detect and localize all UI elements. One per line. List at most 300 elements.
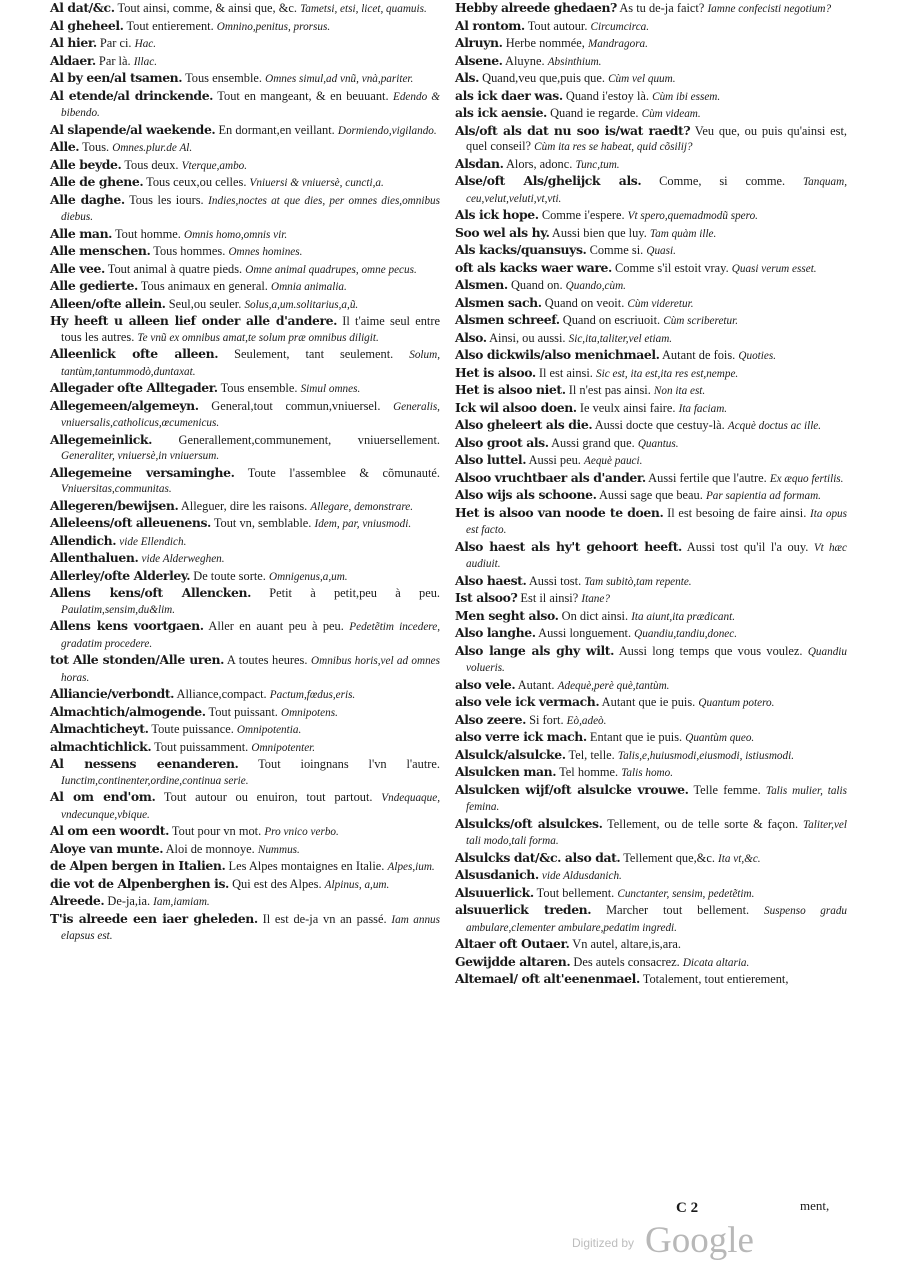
latin-gloss: Edendo & bibendo. [61,90,440,119]
dictionary-entry [455,816,847,850]
french-gloss: Autant. [517,677,555,692]
french-gloss: Il est de-ja vn an passé. [262,911,387,926]
latin-gloss: Ita opus est facto. [466,507,847,536]
french-gloss: Tous. [82,140,110,154]
latin-gloss: Quandiu volueris. [466,645,847,674]
french-gloss: Il est ainsi. [538,365,593,380]
latin-gloss: Acquè doctus ac ille. [727,420,822,432]
headword: Alleen/ofte allein. [50,295,166,311]
dictionary-entry [455,729,847,747]
headword: Alle gedierte. [50,278,138,293]
latin-gloss: Vniuersi & vniuersè, cuncti,a. [249,177,384,189]
headword: almachtichlick. [50,738,152,754]
french-gloss: A toutes heures. [226,653,308,667]
dictionary-entry [50,498,440,516]
headword: Alsulck/alsulcke. [455,746,566,762]
headword: Alsmen sach. [455,294,542,310]
latin-gloss: Absinthium. [547,55,602,68]
dictionary-entry [455,608,847,626]
dictionary-entry [50,226,440,244]
latin-gloss: Sic,ita,taliter,vel etiam. [568,332,673,345]
latin-gloss: vide Ellendich. [119,535,187,548]
headword: Also zeere. [455,711,527,727]
french-gloss: Toute puissance. [151,722,234,736]
headword: Also. [455,329,487,345]
dictionary-entry [50,721,440,739]
french-gloss: Tel homme. [559,765,619,779]
french-gloss: Tout entierement. [126,18,214,33]
french-gloss: Si fort. [529,712,564,727]
latin-gloss: Cùm ibi essem. [652,90,721,103]
headword: Al hier. [50,35,97,50]
latin-gloss: Pedetẽtim incedere, gradatim procedere. [61,621,440,650]
french-gloss: Entant que ie puis. [589,730,683,744]
french-gloss: Vn autel, altare,is,ara. [572,937,681,951]
french-gloss: Comme si. [589,243,644,257]
dictionary-entry [455,452,847,470]
headword: Allegemeen/algemeyn. [50,397,199,413]
left-column [50,0,440,945]
dictionary-entry [455,885,847,903]
french-gloss: Tout pour vn mot. [171,824,262,838]
french-gloss: Tout homme. [114,226,181,241]
dictionary-entry [455,70,847,88]
french-gloss: Seulement, tant seulement. [234,347,394,361]
headword: Almachtich/almogende. [50,703,206,719]
latin-gloss: Indies,noctes at que dies, per omnes dies,omnibus diebus. [61,194,441,223]
dictionary-entry [455,0,847,18]
dictionary-entry [50,568,440,586]
headword: als ick aensie. [455,105,547,120]
dictionary-entry [455,435,847,453]
dictionary-entry [455,225,847,243]
latin-gloss: Sic est, ita est,ita res est,nempe. [596,367,739,380]
latin-gloss: vide Alderweghen. [141,553,225,565]
dictionary-entry [455,971,847,989]
latin-gloss: Quando,cùm. [565,280,626,292]
headword: Alliancie/verbondt. [50,686,175,701]
dictionary-entry [455,867,847,885]
dictionary-entry [455,694,847,712]
french-gloss: En dormant,en veillant. [218,122,335,137]
headword: Alruyn. [455,35,503,50]
headword: Allegemeinlick. [50,431,153,447]
dictionary-entry [50,515,440,533]
catchword: ment, [800,1198,830,1213]
digitized-by-label: Digitized by [572,1236,635,1250]
french-gloss: Marcher tout bellement. [606,903,750,917]
french-gloss: Tout autour. [527,18,588,33]
latin-gloss: Talis,e,huiusmodi,eiusmodi, istiusmodi. [617,749,794,762]
latin-gloss: Paulatim,sensim,du&lim. [61,603,176,616]
latin-gloss: Simul omnes. [300,383,361,395]
dictionary-entry [455,277,847,295]
french-gloss: Autant que ie puis. [601,695,696,709]
french-gloss: Tout puissant. [208,704,278,719]
latin-gloss: Idem, par, vniusmodi. [314,518,412,530]
google-watermark: Google [645,1220,754,1261]
latin-gloss: Alpinus, a,um. [324,878,390,891]
latin-gloss: Omnis homo,omnis vir. [183,228,288,241]
latin-gloss: Par sapientia ad formam. [705,490,821,502]
french-gloss: Seul,ou seuler. [168,296,242,311]
headword: Hebby alreede ghedaen? [455,0,617,15]
dictionary-entry [50,823,440,841]
french-gloss: Tous animaux en general. [140,279,268,293]
dictionary-entry [455,53,847,71]
dictionary-entry [50,465,440,498]
french-gloss: Tellement que,&c. [623,850,715,865]
headword: Allegemeine versaminghe. [50,464,235,480]
headword: Altaer oft Outaer. [455,936,570,951]
dictionary-entry [455,747,847,765]
french-gloss: Les Alpes montaignes en Italie. [228,859,385,873]
headword: Het is alsoo niet. [455,382,566,397]
headword: Al om een woordt. [50,823,170,838]
french-gloss: Quand on veoit. [544,295,625,310]
headword: Also gheleert als die. [455,417,593,432]
headword: Allegeren/bewijsen. [50,497,179,513]
latin-gloss: Non ita est. [653,385,706,397]
latin-gloss: Eò,adeò. [566,714,607,727]
headword: Al etende/al drinckende. [50,87,214,103]
dictionary-entry [50,841,440,859]
latin-gloss: Tametsi, etsi, licet, quamuis. [300,3,427,15]
headword: Al slapende/al waekende. [50,121,216,137]
dictionary-entry [50,174,440,192]
latin-gloss: Ex æquo fertilis. [769,472,844,485]
headword: Alle man. [50,225,113,241]
dictionary-entry [455,712,847,730]
headword: Als/oft als dat nu soo is/wat raedt? [455,122,691,138]
french-gloss: Tout animal à quatre pieds. [107,261,243,276]
headword: Al rontom. [455,17,525,33]
headword: Allendich. [50,532,117,548]
dictionary-entry [455,260,847,278]
latin-gloss: Vt spero,quemadmodũ spero. [627,210,758,222]
latin-gloss: Cùm videretur. [627,297,694,310]
dictionary-entry [455,365,847,383]
dictionary-entry [50,243,440,261]
dictionary-entry [50,53,440,71]
dictionary-entry [455,242,847,260]
dictionary-entry [50,432,440,465]
french-gloss: Alleguer, dire les raisons. [180,498,308,513]
headword: Alsulcks dat/&c. also dat. [455,849,621,865]
dictionary-entry [455,312,847,330]
french-gloss: Ie veulx ainsi faire. [579,400,676,415]
french-gloss: Il est besoing de faire ainsi. [667,505,807,520]
dictionary-entry [50,346,440,380]
dictionary-entry [50,618,440,652]
headword: Also dickwils/also menichmael. [455,347,660,362]
latin-gloss: Tam quàm ille. [649,227,717,240]
french-gloss: Tous ceux,ou celles. [146,175,247,189]
french-gloss: Tel, telle. [568,747,615,762]
french-gloss: Alors, adonc. [505,156,573,171]
latin-gloss: Omnigenus,a,um. [268,570,348,583]
french-gloss: Petit à petit,peu à peu. [269,586,440,600]
headword: Alsulcken man. [455,764,557,779]
latin-gloss: Quandiu,tandiu,donec. [634,628,738,640]
french-gloss: On dict ainsi. [561,608,629,623]
french-gloss: Tout en mangeant, & en beuuant. [217,88,389,103]
dictionary-entry [455,625,847,643]
latin-gloss: Omnes simul,ad vnũ, vnà,pariter. [265,73,414,85]
latin-gloss: Cùm vel quum. [608,73,676,85]
dictionary-entry [455,936,847,954]
french-gloss: Quand ie regarde. [550,106,639,120]
headword: Aloye van munte. [50,840,164,856]
latin-gloss: Taliter,vel tali modo,tali forma. [466,818,847,847]
dictionary-entry [455,850,847,868]
headword: also vele. [455,676,516,692]
latin-gloss: Suspenso gradu ambulare,clementer ambulare,pedatim ingredi. [466,905,848,934]
french-gloss: Quand,veu que,puis que. [482,71,605,85]
dictionary-entry [455,782,847,816]
headword: Ist alsoo? [455,590,518,605]
dictionary-entry [50,157,440,175]
french-gloss: Tous deux. [124,157,179,172]
latin-gloss: Iamne confecisti negotium? [707,3,832,15]
french-gloss: Aussi sage que beau. [598,488,703,502]
dictionary-entry [455,643,847,677]
headword: Alsulcken wijf/oft alsulcke vrouwe. [455,781,689,797]
headword: Also haest als hy't gehoort heeft. [455,538,682,554]
french-gloss: Tout ainsi, comme, & ainsi que, &c. [117,1,297,15]
french-gloss: Tous ensemble. [185,71,262,85]
french-gloss: Il n'est pas ainsi. [568,383,651,397]
latin-gloss: Cùm videam. [641,108,701,120]
latin-gloss: Cùm ita res se habeat, quid cõsilij? [534,141,693,153]
headword: Alleleens/oft alleuenens. [50,515,211,530]
dictionary-entry [50,380,440,398]
headword: Allens kens/oft Allencken. [50,585,251,600]
latin-gloss: Tunc,tum. [575,158,620,171]
headword: Allenthaluen. [50,550,139,565]
headword: Ick wil alsoo doen. [455,399,577,415]
dictionary-entry [50,313,440,346]
latin-gloss: Illac. [133,55,157,68]
french-gloss: As tu de-ja faict? [619,1,705,15]
headword: Alsmen. [455,277,508,292]
latin-gloss: Quasi. [646,245,676,257]
latin-gloss: Te vnũ ex omnibus amat,te solum præ omnibus diligit. [137,331,379,344]
latin-gloss: Iunctim,continenter,ordine,continua serie. [61,774,249,787]
headword: Aldaer. [50,52,96,68]
dictionary-entry [50,550,440,568]
headword: tot Alle stonden/Alle uren. [50,652,224,667]
dictionary-entry [455,400,847,418]
french-gloss: Tous ensemble. [220,381,298,395]
french-gloss: Aussi grand que. [551,435,635,450]
headword: Allens kens voortgaen. [50,618,204,633]
headword: also verre ick mach. [455,729,587,744]
dictionary-entry [50,70,440,88]
headword: alsuuerlick treden. [455,902,592,917]
dictionary-entry [455,487,847,505]
french-gloss: Aller en auant peu à peu. [208,619,344,633]
dictionary-entry [50,652,440,686]
dictionary-entry [455,505,847,539]
latin-gloss: Iam annus elapsus est. [61,913,440,942]
headword: Alle de ghene. [50,174,144,189]
latin-gloss: Aequè pauci. [584,455,643,467]
french-gloss: Comme s'il estoit vray. [615,260,729,275]
headword: Also wijs als schoone. [455,487,597,502]
latin-gloss: Vt hæc audiuit. [466,541,847,570]
french-gloss: Quand on escriuoit. [562,313,661,327]
right-column [455,0,847,989]
dictionary-entry [455,382,847,400]
dictionary-entry [455,295,847,313]
headword: Als kacks/quansuys. [455,242,587,257]
headword: de Alpen bergen in Italien. [50,858,226,873]
dictionary-entry [50,122,440,140]
headword: Alsusdanich. [455,867,539,882]
headword: Also langhe. [455,625,536,640]
latin-gloss: Mandragora. [587,38,648,50]
headword: Al by een/al tsamen. [50,70,183,85]
headword: oft als kacks waer ware. [455,259,612,275]
french-gloss: Tout autour ou enuiron, tout partout. [163,790,373,804]
dictionary-entry [455,35,847,53]
latin-gloss: Cùm scriberetur. [663,315,739,327]
french-gloss: De-ja,ia. [107,894,151,908]
latin-gloss: Cunctanter, sensim, pedetẽtim. [617,887,755,900]
dictionary-entry [50,278,440,296]
latin-gloss: Omne animal quadrupes, omne pecus. [245,263,417,276]
latin-gloss: Circumcirca. [590,20,650,33]
dictionary-entry [50,686,440,704]
latin-gloss: Tanquam, ceu,velut,veluti,vt,vti. [466,176,847,205]
french-gloss: Tellement, ou de telle sorte & façon. [607,816,799,831]
headword: Als ick hope. [455,207,539,222]
latin-gloss: Vterque,ambo. [181,159,248,172]
french-gloss: General,tout commun,vniuersel. [211,398,381,413]
dictionary-entry [50,533,440,551]
french-gloss: Des autels consacrez. [573,954,680,969]
headword: Alreede. [50,893,105,908]
headword: Gewijdde altaren. [455,953,571,969]
headword: Also haest. [455,572,527,588]
headword: Hy heeft u alleen lief onder alle d'andere. [50,313,337,328]
headword: T'is alreede een iaer gheleden. [50,910,258,926]
latin-gloss: Talis homo. [621,767,674,779]
latin-gloss: Vniuersitas,communitas. [61,483,172,495]
dictionary-entry [455,470,847,488]
headword: Alleenlick ofte alleen. [50,346,219,361]
french-gloss: Tout bellement. [536,885,615,900]
headword: Al om end'om. [50,789,156,804]
french-gloss: Quand i'estoy là. [565,88,649,103]
headword: Alle vee. [50,260,105,276]
latin-gloss: Iam,iamiam. [153,896,210,908]
latin-gloss: Omnipotenter. [251,741,316,754]
french-gloss: De toute sorte. [193,568,266,583]
dictionary-entry [50,398,440,432]
french-gloss: Aussi tost. [528,573,582,588]
french-gloss: Toute l'assemblee & cõmunauté. [247,465,440,480]
headword: Also groot als. [455,434,549,450]
dictionary-entry [455,88,847,106]
dictionary-entry [50,296,440,314]
latin-gloss: Pactum,fœdus,eris. [269,689,356,701]
latin-gloss: Vndequaque, vndecunque,vbique. [61,792,440,821]
headword: Altemael/ oft alt'eenenmael. [455,971,640,986]
french-gloss: Ainsi, ou aussi. [489,330,566,345]
headword: Alle daghe. [50,191,125,207]
french-gloss: Aussi peu. [528,453,581,467]
latin-gloss: Solum, tantùm,tantummodò,duntaxat. [61,349,440,378]
latin-gloss: Pro vnico verbo. [264,826,339,838]
dictionary-entry [455,18,847,36]
dictionary-entry [50,192,440,226]
dictionary-entry [455,347,847,365]
headword: Alle menschen. [50,243,151,258]
french-gloss: Totalement, tout entierement, [642,972,789,986]
french-gloss: Herbe nommée, [505,36,585,50]
latin-gloss: Quantum potero. [698,697,775,709]
headword: Al dat/&c. [50,0,115,15]
french-gloss: Comme i'espere. [541,208,625,222]
french-gloss: Aussi long temps que vous voulez. [618,643,803,658]
french-gloss: Il t'aime seul entre tous les autres. [61,314,441,344]
headword: Alsuuerlick. [455,884,534,900]
dictionary-entry [455,330,847,348]
latin-gloss: Generalis, vniuersalis,catholicus,œcumenicus. [61,400,440,429]
dictionary-entry [50,858,440,876]
signature-mark: C 2 [676,1200,699,1216]
french-gloss: Tout vn, semblable. [213,516,312,530]
latin-gloss: Dicata altaria. [682,956,750,969]
headword: Alsmen schreef. [455,312,560,327]
latin-gloss: Generaliter, vniuersè,in vniuersum. [61,450,220,462]
dictionary-entry [50,0,440,18]
latin-gloss: Omnibus horis,vel ad omnes horas. [61,655,440,684]
latin-gloss: Nummus. [257,843,300,856]
latin-gloss: Solus,a,um.solitarius,a,ũ. [244,298,359,311]
headword: Alle beyde. [50,156,122,172]
latin-gloss: Quantùm queo. [685,732,755,744]
headword: Het is alsoo. [455,364,536,380]
dictionary-entry [455,539,847,573]
headword: Het is alsoo van noode te doen. [455,504,664,520]
dictionary-entry [455,573,847,591]
dictionary-entry [455,764,847,782]
dictionary-entry [455,417,847,435]
french-gloss: Veu que, ou puis qu'ainsi est, quel conseil? [466,123,847,153]
french-gloss: Aluyne. [505,53,545,68]
french-gloss: Autant de fois. [661,348,736,362]
headword: Almachticheyt. [50,721,149,736]
latin-gloss: Alpes,ium. [387,861,435,873]
french-gloss: Tout puissamment. [154,739,249,754]
dictionary-entry [50,261,440,279]
latin-gloss: Allegare, demonstrare. [310,500,414,513]
dictionary-entry [455,954,847,972]
latin-gloss: Ita vt,&c. [718,852,761,865]
headword: die vot de Alpenberghen is. [50,875,229,891]
dictionary-entry [455,123,847,156]
headword: Also lange als ghy wilt. [455,642,615,658]
latin-gloss: Quantus. [637,437,679,450]
french-gloss: Tout ioingnans l'vn l'autre. [258,757,440,771]
headword: also vele ick vermach. [455,694,600,709]
french-gloss: Alliance,compact. [176,687,267,701]
headword: Als. [455,70,480,85]
dictionary-entry [50,35,440,53]
